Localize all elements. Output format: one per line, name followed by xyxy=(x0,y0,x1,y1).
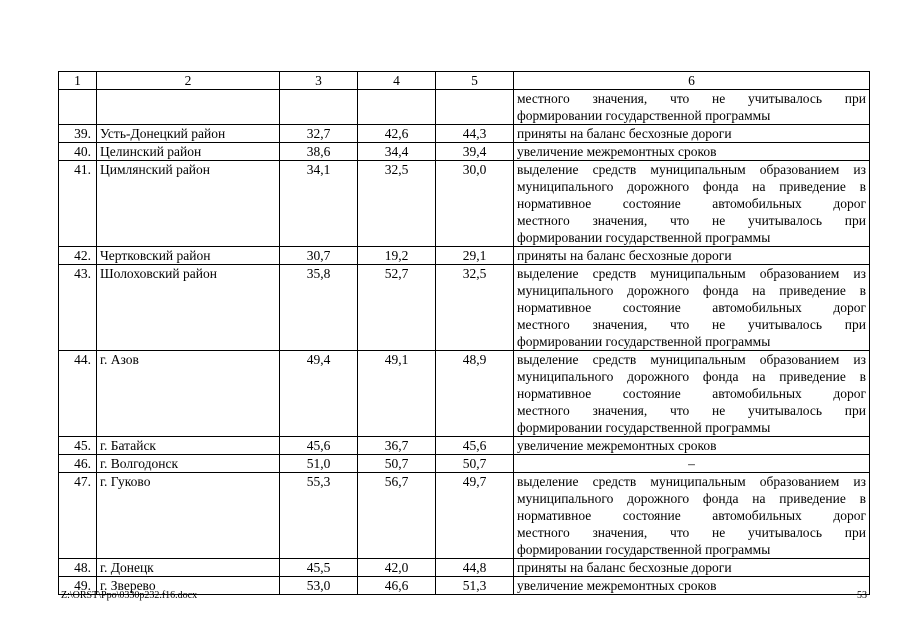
note-line: увеличение межремонтных сроков xyxy=(517,144,717,159)
note-line: местного значения, что не учитывалось при xyxy=(517,525,866,540)
value-col3: 30,7 xyxy=(280,247,358,265)
note-line: нормативное состояние автомобильных дорог xyxy=(517,386,866,401)
value-col4: 19,2 xyxy=(358,247,436,265)
note-line: выделение средств муниципальным образованием из xyxy=(517,162,866,177)
header-cell: 6 xyxy=(514,72,870,90)
header-cell: 4 xyxy=(358,72,436,90)
value-col4: 46,6 xyxy=(358,577,436,595)
value-col3: 32,7 xyxy=(280,125,358,143)
note-cell xyxy=(514,247,870,265)
table-row xyxy=(59,351,870,437)
table-header-row xyxy=(59,72,870,90)
value-col5: 45,6 xyxy=(436,437,514,455)
row-name: г. Зверево xyxy=(97,577,280,595)
value-col3: 51,0 xyxy=(280,455,358,473)
row-number: 47. xyxy=(59,473,97,559)
row-number: 46. xyxy=(59,455,97,473)
note-line: местного значения, что не учитывалось при xyxy=(517,317,866,332)
note-line: увеличение межремонтных сроков xyxy=(517,438,717,453)
value-col4: 42,0 xyxy=(358,559,436,577)
note-line: формировании государственной программы xyxy=(517,334,771,349)
note-line: выделение средств муниципальным образованием из xyxy=(517,266,866,281)
note-cell xyxy=(514,437,870,455)
value-col3: 53,0 xyxy=(280,577,358,595)
value-col5: 39,4 xyxy=(436,143,514,161)
value-col5: 51,3 xyxy=(436,577,514,595)
row-number: 43. xyxy=(59,265,97,351)
note-line: муниципального дорожного фонда на приведение в xyxy=(517,369,866,384)
value-col5: 48,9 xyxy=(436,351,514,437)
note-cell xyxy=(514,351,870,437)
value-col5: 44,3 xyxy=(436,125,514,143)
empty-cell xyxy=(280,90,358,125)
note-line: формировании государственной программы xyxy=(517,542,771,557)
note-line: – xyxy=(688,456,695,471)
note-line: местного значения, что не учитывалось при xyxy=(517,91,866,106)
continuation-row xyxy=(59,90,870,125)
row-number: 44. xyxy=(59,351,97,437)
value-col3: 45,5 xyxy=(280,559,358,577)
note-line: нормативное состояние автомобильных дорог xyxy=(517,300,866,315)
row-number: 45. xyxy=(59,437,97,455)
value-col5: 49,7 xyxy=(436,473,514,559)
note-cell xyxy=(514,161,870,247)
header-cell: 1 xyxy=(59,72,97,90)
table-row xyxy=(59,247,870,265)
value-col4: 32,5 xyxy=(358,161,436,247)
note-line: приняты на баланс бесхозные дороги xyxy=(517,126,732,141)
row-number: 41. xyxy=(59,161,97,247)
empty-cell xyxy=(97,90,280,125)
row-name: г. Азов xyxy=(97,351,280,437)
row-number: 48. xyxy=(59,559,97,577)
value-col3: 49,4 xyxy=(280,351,358,437)
header-cell: 2 xyxy=(97,72,280,90)
note-cell xyxy=(514,577,870,595)
value-col3: 55,3 xyxy=(280,473,358,559)
note-line: местного значения, что не учитывалось при xyxy=(517,213,866,228)
note-line: муниципального дорожного фонда на приведение в xyxy=(517,283,866,298)
empty-cell xyxy=(436,90,514,125)
table-row xyxy=(59,455,870,473)
note-cell xyxy=(514,265,870,351)
value-col3: 34,1 xyxy=(280,161,358,247)
row-name: Усть-Донецкий район xyxy=(97,125,280,143)
row-name: Чертковский район xyxy=(97,247,280,265)
file-path: Z:\ORST\Ppo\0330p232.f16.docx xyxy=(61,590,198,601)
row-name: г. Гуково xyxy=(97,473,280,559)
value-col4: 34,4 xyxy=(358,143,436,161)
note-line: приняты на баланс бесхозные дороги xyxy=(517,560,732,575)
header-cell: 5 xyxy=(436,72,514,90)
value-col4: 42,6 xyxy=(358,125,436,143)
value-col5: 44,8 xyxy=(436,559,514,577)
note-cell xyxy=(514,125,870,143)
table-row xyxy=(59,125,870,143)
table-row xyxy=(59,559,870,577)
note-line: нормативное состояние автомобильных дорог xyxy=(517,508,866,523)
row-number: 49. xyxy=(59,577,97,595)
note-cell xyxy=(514,455,870,473)
note-line: формировании государственной программы xyxy=(517,420,771,435)
row-number: 42. xyxy=(59,247,97,265)
note-line: приняты на баланс бесхозные дороги xyxy=(517,248,732,263)
note-line: увеличение межремонтных сроков xyxy=(517,578,717,593)
value-col4: 56,7 xyxy=(358,473,436,559)
note-line: нормативное состояние автомобильных дорог xyxy=(517,196,866,211)
note-line: формировании государственной программы xyxy=(517,230,771,245)
value-col4: 36,7 xyxy=(358,437,436,455)
note-line: выделение средств муниципальным образованием из xyxy=(517,474,866,489)
table-row xyxy=(59,473,870,559)
note-line: муниципального дорожного фонда на приведение в xyxy=(517,179,866,194)
value-col3: 45,6 xyxy=(280,437,358,455)
row-number: 39. xyxy=(59,125,97,143)
value-col5: 50,7 xyxy=(436,455,514,473)
row-number: 40. xyxy=(59,143,97,161)
row-name: Цимлянский район xyxy=(97,161,280,247)
value-col4: 49,1 xyxy=(358,351,436,437)
row-name: Шолоховский район xyxy=(97,265,280,351)
row-name: Целинский район xyxy=(97,143,280,161)
note-cell xyxy=(514,143,870,161)
note-cell xyxy=(514,473,870,559)
note-line: формировании государственной программы xyxy=(517,108,771,123)
value-col4: 50,7 xyxy=(358,455,436,473)
note-line: местного значения, что не учитывалось при xyxy=(517,403,866,418)
value-col3: 35,8 xyxy=(280,265,358,351)
note-line: выделение средств муниципальным образованием из xyxy=(517,352,866,367)
data-table xyxy=(58,71,870,595)
note-cell xyxy=(514,559,870,577)
empty-cell xyxy=(59,90,97,125)
note-line: муниципального дорожного фонда на приведение в xyxy=(517,491,866,506)
table-row xyxy=(59,143,870,161)
row-name: г. Волгодонск xyxy=(97,455,280,473)
note-cell xyxy=(514,90,870,125)
value-col5: 32,5 xyxy=(436,265,514,351)
table-row xyxy=(59,437,870,455)
value-col4: 52,7 xyxy=(358,265,436,351)
value-col5: 29,1 xyxy=(436,247,514,265)
row-name: г. Донецк xyxy=(97,559,280,577)
table-row xyxy=(59,265,870,351)
header-cell: 3 xyxy=(280,72,358,90)
value-col3: 38,6 xyxy=(280,143,358,161)
value-col5: 30,0 xyxy=(436,161,514,247)
row-name: г. Батайск xyxy=(97,437,280,455)
table-row xyxy=(59,161,870,247)
empty-cell xyxy=(358,90,436,125)
page-number: 53 xyxy=(857,590,867,601)
